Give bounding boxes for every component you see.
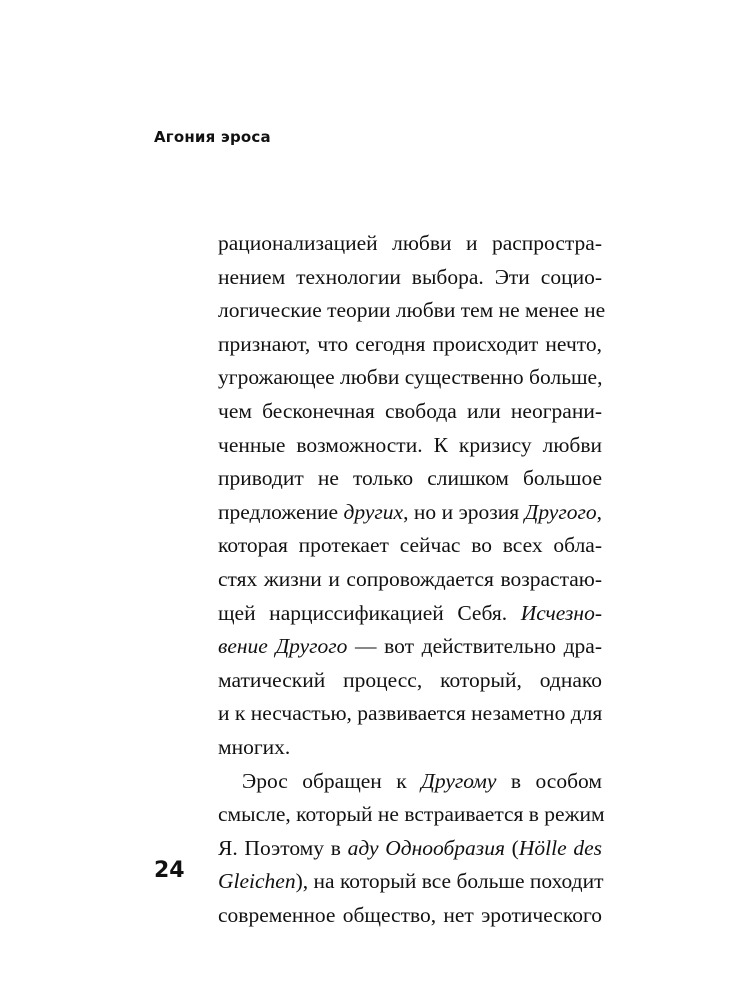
italic-text: Gleichen	[218, 869, 296, 894]
text-segment: (	[504, 835, 519, 860]
text-line	[218, 462, 602, 496]
text-line	[218, 496, 602, 530]
text-segment: чем бесконечная свобода или неограни-	[218, 398, 602, 423]
text-line	[218, 529, 602, 563]
text-line	[218, 731, 602, 765]
body-text	[218, 227, 606, 932]
text-segment: Я. Поэтому в	[218, 835, 348, 860]
text-line	[218, 361, 602, 395]
text-segment: признают, что сегодня происходит нечто,	[218, 331, 602, 356]
italic-text: других	[343, 499, 404, 524]
text-segment: предложение	[218, 499, 344, 524]
text-segment: угрожающее любви существенно больше,	[218, 365, 603, 390]
text-segment: которая протекает сейчас во всех обла-	[218, 533, 602, 558]
text-line	[218, 630, 602, 664]
italic-text: Исчезно-	[520, 600, 602, 625]
text-line	[218, 798, 605, 832]
text-segment: ,	[596, 499, 602, 524]
text-segment: нением технологии выбора. Эти социо-	[218, 264, 602, 289]
page-number: 24	[154, 858, 185, 883]
text-line	[218, 597, 602, 631]
italic-text: Hölle des	[518, 835, 602, 860]
text-line	[218, 832, 602, 866]
text-segment: ), на который все больше походит	[295, 869, 604, 894]
text-line	[218, 563, 602, 597]
running-head: Агония эроса	[154, 128, 271, 146]
text-segment: смысле, который не встраивается в режим	[218, 802, 605, 827]
text-segment: приводит не только слишком большое	[218, 466, 602, 491]
text-line	[218, 227, 602, 261]
text-segment: Эрос обращен к	[242, 768, 422, 793]
text-line	[218, 765, 602, 799]
text-segment: щей нарциссификацией Себя.	[218, 600, 521, 625]
text-segment: матический процесс, который, однако	[218, 667, 602, 692]
text-line	[218, 328, 602, 362]
text-segment: и к несчастью, развивается незаметно для	[218, 701, 603, 726]
italic-text: Другого	[524, 499, 597, 524]
text-segment: многих.	[218, 734, 291, 759]
text-segment: логические теории любви тем не менее не	[218, 298, 606, 323]
text-line	[218, 395, 602, 429]
italic-text: Другому	[421, 768, 497, 793]
text-segment: ченные возможности. К кризису любви	[218, 432, 602, 457]
text-line	[218, 664, 602, 698]
text-segment: стях жизни и сопровождается возрастаю-	[218, 566, 602, 591]
text-segment: в особом	[496, 768, 602, 793]
text-segment: — вот действительно дра-	[347, 634, 602, 659]
text-line	[218, 294, 606, 328]
text-segment: , но и эрозия	[403, 499, 525, 524]
text-line	[218, 697, 602, 731]
italic-text: аду Однообразия	[347, 835, 505, 860]
text-line	[218, 899, 602, 933]
text-segment: рационализацией любви и распростра-	[218, 231, 602, 255]
italic-text: вение Другого	[218, 634, 348, 659]
text-line	[218, 865, 602, 899]
text-line	[218, 429, 602, 463]
text-segment: современное общество, нет эротического	[218, 902, 602, 927]
text-line	[218, 261, 602, 295]
